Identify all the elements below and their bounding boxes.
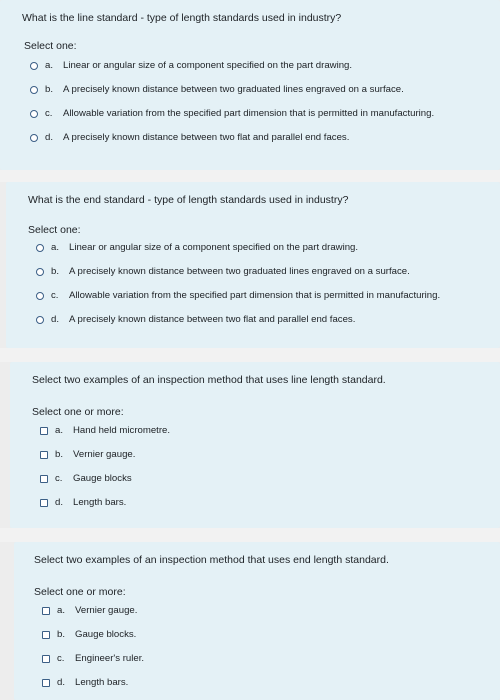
question-card-2: [6, 182, 500, 348]
answer-text: Allowable variation from the specified part dimension that is permitted in manufacturing.: [63, 108, 435, 119]
question-card-3: [10, 362, 500, 528]
answer-option[interactable]: [40, 497, 126, 508]
answer-letter: b.: [51, 266, 60, 277]
answer-letter: c.: [51, 290, 59, 301]
answer-option[interactable]: [30, 132, 349, 143]
radio-button[interactable]: [30, 134, 38, 142]
radio-button[interactable]: [36, 316, 44, 324]
answer-prompt: Select one or more:: [32, 406, 124, 418]
answer-option[interactable]: [40, 425, 170, 436]
answer-prompt: Select one:: [28, 224, 81, 236]
answer-option[interactable]: [30, 84, 404, 95]
answer-text: A precisely known distance between two graduated lines engraved on a surface.: [63, 84, 404, 95]
answer-prompt: Select one:: [24, 40, 77, 52]
answer-letter: b.: [57, 629, 66, 640]
checkbox[interactable]: [40, 427, 48, 435]
answer-text: Allowable variation from the specified part dimension that is permitted in manufacturing.: [69, 290, 441, 301]
radio-button[interactable]: [30, 62, 38, 70]
answer-option[interactable]: [36, 242, 358, 253]
checkbox[interactable]: [40, 499, 48, 507]
answer-text: Vernier gauge.: [73, 449, 136, 460]
answer-option[interactable]: [42, 629, 136, 640]
checkbox[interactable]: [40, 475, 48, 483]
answer-letter: c.: [45, 108, 53, 119]
answer-option[interactable]: [42, 605, 137, 616]
answer-option[interactable]: [36, 314, 355, 325]
answer-letter: a.: [45, 60, 54, 71]
answer-text: Linear or angular size of a component specified on the part drawing.: [69, 242, 359, 253]
answer-option[interactable]: [40, 473, 132, 484]
answer-letter: b.: [55, 449, 64, 460]
answer-letter: a.: [57, 605, 66, 616]
checkbox[interactable]: [42, 631, 50, 639]
answer-letter: b.: [45, 84, 54, 95]
question-text: What is the line standard - type of length standards used in industry?: [22, 12, 342, 24]
answer-letter: d.: [51, 314, 60, 325]
answer-text: Engineer's ruler.: [75, 653, 145, 664]
question-text: What is the end standard - type of length standards used in industry?: [28, 194, 349, 206]
answer-option[interactable]: [30, 60, 352, 71]
answer-text: Length bars.: [75, 677, 129, 688]
answer-text: Gauge blocks: [73, 473, 132, 484]
radio-button[interactable]: [36, 244, 44, 252]
checkbox[interactable]: [40, 451, 48, 459]
answer-option[interactable]: [30, 108, 434, 119]
answer-text: A precisely known distance between two flat and parallel end faces.: [63, 132, 350, 143]
answer-text: Linear or angular size of a component specified on the part drawing.: [63, 60, 353, 71]
question-separator: [0, 528, 500, 542]
answer-text: Length bars.: [73, 497, 127, 508]
answer-option[interactable]: [36, 290, 440, 301]
question-card-4: [14, 542, 500, 700]
answer-text: Vernier gauge.: [75, 605, 138, 616]
question-separator: [0, 170, 500, 182]
radio-button[interactable]: [36, 292, 44, 300]
radio-button[interactable]: [36, 268, 44, 276]
answer-letter: c.: [57, 653, 65, 664]
question-separator: [0, 348, 500, 362]
checkbox[interactable]: [42, 607, 50, 615]
question-text: Select two examples of an inspection method that uses end length standard.: [34, 554, 389, 566]
checkbox[interactable]: [42, 655, 50, 663]
answer-option[interactable]: [40, 449, 135, 460]
radio-button[interactable]: [30, 110, 38, 118]
answer-letter: a.: [51, 242, 60, 253]
answer-letter: c.: [55, 473, 63, 484]
answer-text: Gauge blocks.: [75, 629, 137, 640]
answer-letter: d.: [45, 132, 54, 143]
answer-letter: a.: [55, 425, 64, 436]
answer-letter: d.: [57, 677, 66, 688]
answer-option[interactable]: [36, 266, 410, 277]
question-text: Select two examples of an inspection method that uses line length standard.: [32, 374, 386, 386]
checkbox[interactable]: [42, 679, 50, 687]
radio-button[interactable]: [30, 86, 38, 94]
answer-text: A precisely known distance between two graduated lines engraved on a surface.: [69, 266, 410, 277]
answer-option[interactable]: [42, 677, 128, 688]
answer-text: Hand held micrometre.: [73, 425, 171, 436]
question-card-1: [0, 0, 500, 170]
answer-prompt: Select one or more:: [34, 586, 126, 598]
answer-text: A precisely known distance between two flat and parallel end faces.: [69, 314, 356, 325]
answer-letter: d.: [55, 497, 64, 508]
answer-option[interactable]: [42, 653, 144, 664]
